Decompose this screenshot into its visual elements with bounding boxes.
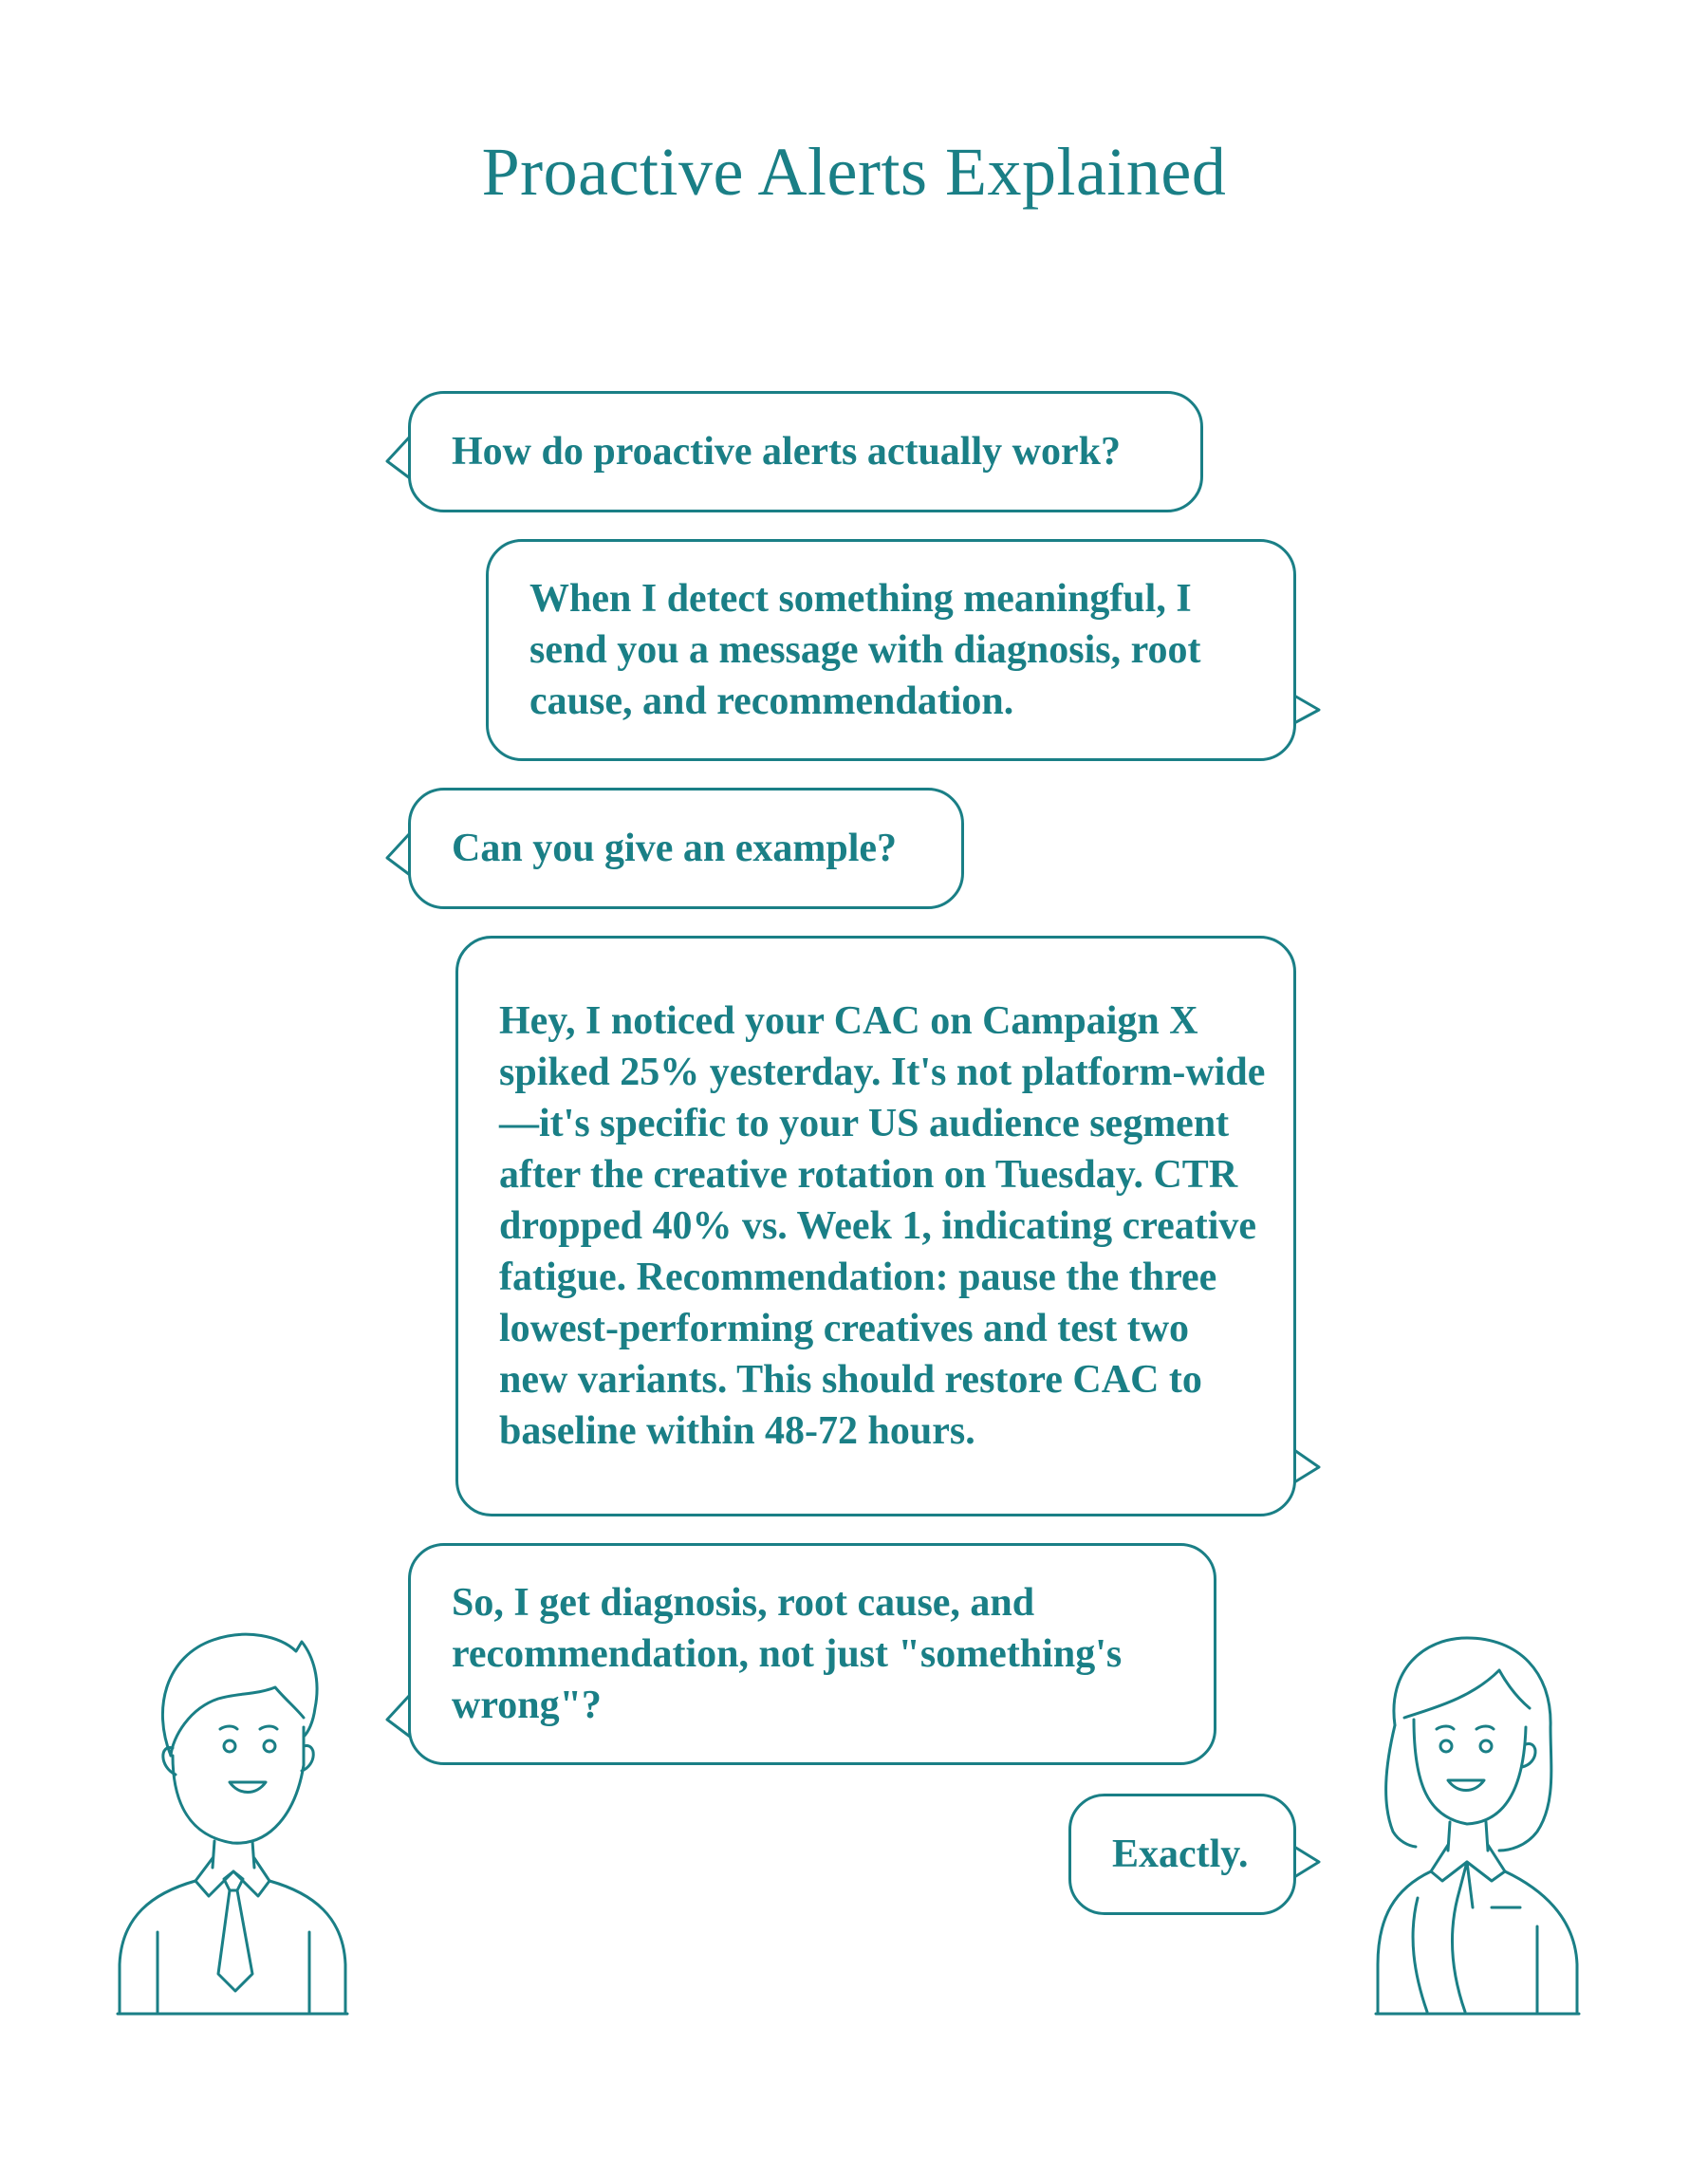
message-text: Hey, I noticed your CAC on Campaign X spiked 25% yesterday. It's not platform-wide—it's specific to your US audience segment after the creative rotation on Tuesday. CTR dropped 40% vs. Week 1, indicating creative fatigue. Recommendation: pause the three lowest-performing creatives and test two new variants. This should restore CAC to baseline within 48-72 hours.: [499, 999, 1266, 1453]
message-text: How do proactive alerts actually work?: [452, 430, 1121, 474]
assistant-message-2: [455, 936, 1296, 1516]
message-text: Can you give an example?: [452, 827, 898, 870]
customer-message-2: [408, 788, 964, 909]
customer-message-3: [408, 1543, 1216, 1765]
message-text: So, I get diagnosis, root cause, and recommendation, not just "something's wrong"?: [452, 1581, 1123, 1727]
message-text: Exactly.: [1112, 1832, 1249, 1876]
assistant-message-1: [486, 539, 1296, 761]
customer-message-1: [408, 391, 1203, 512]
assistant-message-3: [1068, 1794, 1296, 1915]
message-text: When I detect something meaningful, I send you a message with diagnosis, root cause, and recommendation.: [529, 577, 1201, 723]
page-title: Proactive Alerts Explained: [481, 134, 1227, 210]
